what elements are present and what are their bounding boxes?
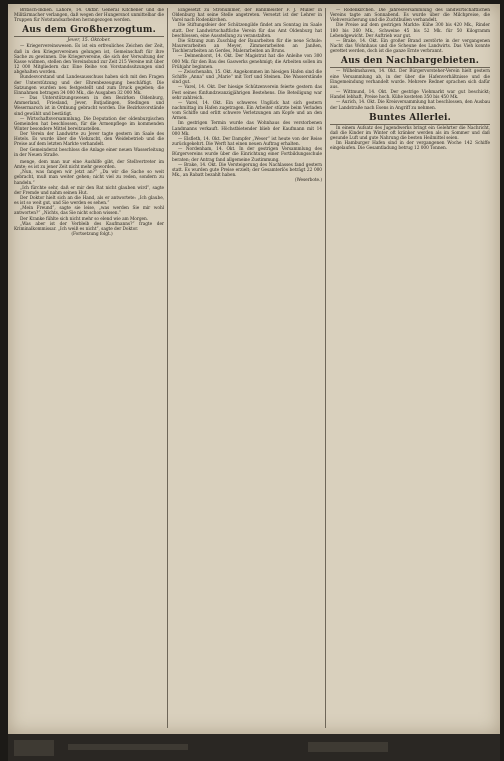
column-2 [172, 8, 322, 728]
serial-paragraph: „Ich fürchte sehr, daß er mir den Rat nicht glauben wird“, sagte der Fremde und nahm seinen Hut. [14, 185, 164, 196]
article-paragraph: Bundesvorstand und Landesausschuss haben sich mit den Fragen der Unterstützung und der Ehrenbezeugung beschäftigt. Die Satzungen wurden neu festgestellt und zum Druck gegeben; die Einnahmen betragen 34 000 Mk., die Ausgaben 32 000 Mk. [14, 75, 164, 96]
article-paragraph: Die Stiftungsfeier der Schützengilde findet am Sonntag im Saale statt. Der Landwirtschaftliche Verein für das Amt Oldenburg hat beschlossen, eine Ausstellung zu veranstalten. [172, 23, 322, 39]
serial-paragraph: „Nun, was fangen wir jetzt an?“ „Da wir die Sache so weit gebracht, muß man weiter gehen; nicht viel zu reden, sondern zu handeln.“ [14, 170, 164, 186]
column-1 [14, 8, 164, 728]
serial-paragraph: „Was aber ist der Verbleib des Kaufmanns?“ fragte der Kriminalkommissar. „Ich weiß es nicht“, sagte der Doktor. [14, 221, 164, 232]
serial-paragraph: menge, dem man nur eine Aushilfe gibt, der Stellvertreter im Amte; es ist zu jener Zeit nicht mehr geworden. [14, 159, 164, 171]
article-paragraph: Im Hamburger Hafen sind in der vergangenen Woche 142 Schiffe eingelaufen. Die Gesamtladung betrug 12 000 Tonnen. [330, 141, 490, 152]
article-paragraph: — Wirtschaftsversammlung. Die Deputation der oldenburgischen Gemeinden hat beschlossen, für die Armenpflege im kommenden Winter besondere Mittel bereitzustellen. [14, 116, 164, 132]
column-3 [330, 8, 490, 728]
article-paragraph: — Wilhelmshaven, 14. Okt. Der Bürgervorsteher-Verein hielt gestern eine Versammlung ab, in der über die Hafenverhältnisse und die Eingemeindung verhandelt wurde. Mehrere Redner sprachen sich dafür aus. [330, 69, 490, 90]
article-paragraph: Der Verein der Landwirte zu Jever tagte gestern im Saale des Hotels. Es wurde über die Viehzucht, den Weidebetrieb und die Preise auf dem letzten Markte verhandelt. [14, 132, 164, 148]
scan-footer [8, 734, 500, 761]
article-paragraph: — Varel, 14. Okt. Der hiesige Schützenverein feierte gestern das Fest seines fünfundzwanzigjährigen Bestehens. Die Beteiligung war sehr zahlreich. [172, 85, 322, 101]
article-paragraph: Eingesetzt zu Strohummer, der Bahnmeister F. J. Müller in Oldenburg hat seine Stelle angetreten. Versetzt ist der Lehrer in Varel nach Rodenkirchen. [172, 8, 322, 24]
dateline: Jever, 15. Oktober. [67, 38, 111, 44]
article-paragraph: — Brake, 14. Okt. Ein großer Brand zerstörte in der vergangenen Nacht das Wohnhaus und die Scheune des Landwirts. Das Vieh konnte gerettet werden, doch ist die ganze Ernte verbrannt. [330, 38, 490, 55]
article-paragraph: — Rodenkirchen. Die Jahresversammlung des landwirtschaftlichen Vereins tagte am Sonnabend. Es wurde über die Milchpreise, die Viehversicherung und die Zuchtbullen verhandelt. [330, 8, 490, 24]
continued-note: (Fortsetzung folgt.) [71, 232, 113, 238]
article-paragraph: Der Gemeinderat beschloss die Anlage einer neuen Wasserleitung in der Neuen Straße. [14, 147, 164, 158]
article-paragraph: — Kriegervereinswesen. Es ist ein erfreuliches Zeichen der Zeit, daß in den Kriegervereinen gelungen ist, Gemeinschaft für ihre Sache zu gewinnen. Die Kriegervereine, die sich der Verwaltung der Kasse widmen, stellen den Vereinsbund zur Zeit 215 Vereine mit über 12 000 Mitgliedern dar. Eine Reihe von Vorstandssitzungen sind abgehalten worden. [14, 44, 164, 76]
article-paragraph: — Brake, 14. Okt. Die Versteigerung des Nachlasses fand gestern statt. Es wurden gute Preise erzielt; der Gesamterlös beträgt 22 000 Mk., an Rabatt bezahlt haben. [172, 162, 322, 178]
article-paragraph: — Nordenham, 14. Okt. In der gestrigen Versammlung des Bürgervereins wurde über die Einrichtung einer Fortbildungsschule beraten; der Antrag fand allgemeine Zustimmung. [172, 147, 322, 163]
article-paragraph: — Delmenhorst, 14. Okt. Der Magistrat hat die Anleihe von 300 000 Mk. für den Bau des Gaswerks genehmigt; die Arbeiten sollen im Frühjahr beginnen. [172, 54, 322, 70]
column-rule [167, 8, 168, 728]
section-title: Buntes Allerlei. [330, 113, 490, 125]
newspaper-page [8, 4, 500, 734]
article-paragraph: Die Preise auf dem gestrigen Markte: Kühe 300 bis 420 Mk., Rinder 180 bis 260 Mk., Schweine 45 bis 52 Mk. für 50 Kilogramm Lebendgewicht. Der Auftrieb war gut. [330, 23, 490, 39]
article-paragraph: — Das Unterstützungswesen in den Bezirken Oldenburg, Ammerland, Friesland, Jever, Butjadingen, Stedingen und Wesermarsch ist in Ordnung gebracht worden. Die Bezirksvorstände sind gewählt und bestätigt. [14, 96, 164, 117]
article-paragraph: — Elsfleth, 14. Okt. Der Dampfer „Weser“ ist heute von der Reise zurückgekehrt. Die Werft hat einen neuen Auftrag erhalten. [172, 136, 322, 148]
article-paragraph: In einem Aufsatz des Jugendwerks bringt ein Gelehrter die Nachricht, daß die Kinder im Winter oft kränker werden als im Sommer und daß gesunde Luft und gute Nahrung die besten Heilmittel seien. [330, 125, 490, 141]
column-rule [325, 8, 326, 728]
serial-paragraph: „Mein Freund“, sagte sie leise, „was werden Sie mir wohl antworten?“ „Nichts, das Sie nicht schon wissen.“ [14, 206, 164, 217]
article-paragraph: Im gestrigen Termin wurde das Wohnhaus des verstorbenen Landmanns verkauft. Höchstbietender blieb der Kaufmann mit 14 000 Mk. [172, 121, 322, 137]
serial-paragraph: Der Doktor hielt sich an die Hand, als er antwortete: „Ich glaube, es ist so weit gut, und Sie werden es sehen.“ [14, 196, 164, 207]
article-paragraph: — Zwischenahn, 15. Okt. Angekommen im hiesigen Hafen sind die Schiffe „Anna“ und „Marie“ mit Torf und Steinen. Die Wasserstände sind gut. [172, 69, 322, 86]
section-title: Aus dem Großherzogtum. [14, 25, 164, 37]
article-paragraph: Die Sitzung zum Zuschlag der Bauarbeiten für die neue Schule: Maurerarbeiten an Meyer, Zimmerarbeiten an Janßen, Tischlerarbeiten an Gerdes, Malerarbeiten an Bruns. [172, 38, 322, 55]
source-note: (Weserbote.) [294, 178, 322, 184]
article-paragraph: Britisch-Indien. Lahore, 14. Oktbr. General Kitchener und die Militärmacher verlangen, daß wegen der Hungersnot unmittelbar die Truppen für Notstandsarbeiten herangezogen werden. [14, 8, 164, 24]
section-title: Aus den Nachbargebieten. [330, 56, 490, 68]
article-paragraph: — Varel, 14. Okt. Ein schweres Unglück hat sich gestern nachmittag im Hafen zugetragen. Ein Arbeiter stürzte beim Verladen vom Schiffe und erlitt schwere Verletzungen am Kopfe und an den Armen. [172, 100, 322, 122]
article-paragraph: — Wittmund, 14. Okt. Der gestrige Viehmarkt war gut beschickt; Handel lebhaft, Preise hoch. Kühe kosteten 350 bis 450 Mk. [330, 90, 490, 101]
article-paragraph: — Aurich, 14. Okt. Die Kreisversammlung hat beschlossen, den Ausbau der Landstraße nach Esens in Angriff zu nehmen. [330, 100, 490, 111]
serial-paragraph: Der Kranke fühlte sich nicht mehr so elend wie am Morgen. [20, 216, 149, 222]
